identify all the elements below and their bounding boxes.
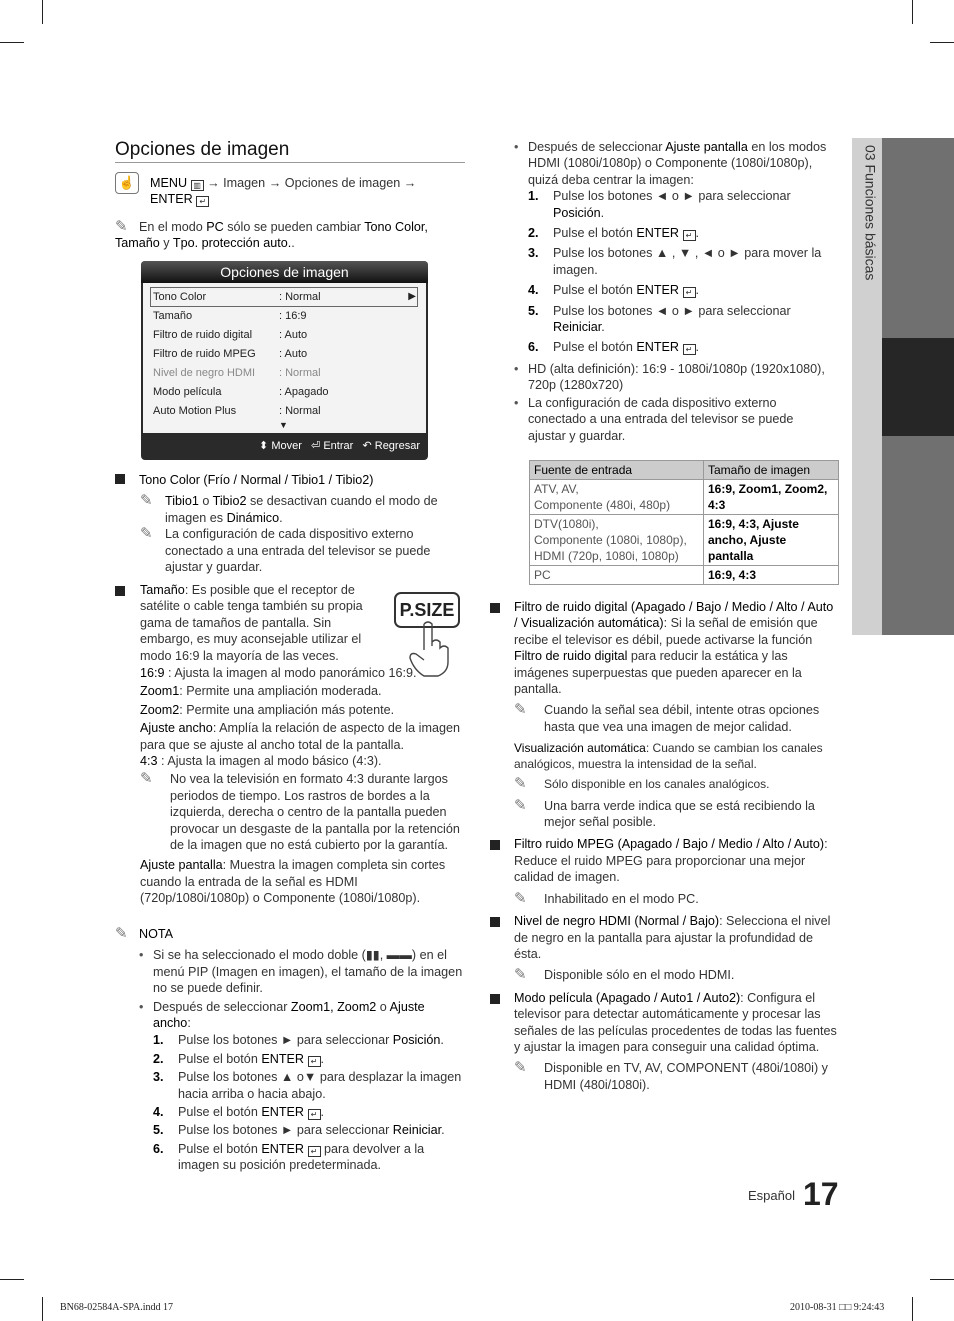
step-text: Pulse el botón — [553, 226, 637, 241]
osd-row[interactable] — [153, 404, 416, 418]
bullet-text: Después de seleccionar — [528, 140, 666, 154]
menu-icon: ▥ — [191, 180, 204, 191]
note-text: Disponible sólo en el modo HDMI. — [544, 968, 735, 983]
osd-row-value: : Apagado — [279, 386, 329, 398]
note-pencil-icon: ✎ — [514, 966, 527, 984]
note-text: Sólo disponible en los canales analógicos. — [544, 777, 770, 792]
step-item — [153, 1051, 465, 1067]
option-key: Ajuste ancho — [140, 721, 213, 736]
note-bold: Tpo. protección auto. — [172, 236, 292, 251]
step-bold: Reiniciar — [553, 320, 602, 335]
section-heading: Modo película (Apagado / Auto1 / Auto2) — [514, 990, 741, 1005]
page-title: Opciones de imagen — [115, 139, 290, 160]
bullet-bold: Zoom1, Zoom2 — [290, 999, 377, 1014]
table-row — [530, 515, 839, 566]
step-text: Pulse los botones ▲ o▼ para desplazar la imagen hacia arriba o hacia abajo. — [178, 1070, 462, 1101]
step-item — [153, 1122, 465, 1138]
step-item — [153, 1104, 465, 1120]
list-item — [514, 139, 834, 356]
step-text: . — [695, 226, 700, 241]
osd-move-label: Mover — [271, 440, 302, 452]
option-key: Ajuste pantalla — [140, 858, 223, 873]
step-bold: Posición — [553, 205, 601, 220]
section-text: : Selecciona el nivel de negro en la pantalla para ajustar la profundidad de ésta. — [514, 914, 831, 961]
osd-row-label: Tono Color — [153, 291, 207, 303]
note-pencil-icon: ✎ — [140, 770, 153, 788]
note-bold: Tamaño — [115, 236, 160, 251]
note-text: Una barra verde indica que se está recibiendo la mejor señal posible. — [544, 798, 815, 830]
option-desc: : Muestra la imagen completa sin cortes cuando la entrada de la señal es HDMI (720p/1080i/1080p) o Componente (1080i/1080p). — [140, 858, 446, 906]
print-slug-right: 2010-08-31 □□ 9:24:43 — [790, 1302, 885, 1313]
step-item — [153, 1069, 465, 1102]
step-item — [528, 225, 834, 241]
osd-row-value: : Auto — [279, 348, 308, 360]
enter-icon: ⏎ — [311, 440, 321, 452]
ajuste-pantalla-section — [514, 139, 834, 444]
step-text: Pulse el botón — [553, 340, 637, 355]
section-heading: Filtro ruido MPEG (Apagado / Bajo / Medio / Alto / Auto) — [514, 837, 825, 852]
step-bold: ENTER — [636, 283, 680, 298]
section-bold: Filtro de ruido digital — [514, 649, 628, 664]
note-pencil-icon: ✎ — [514, 701, 527, 719]
table-cell: PC — [530, 566, 704, 585]
list-item — [139, 999, 465, 1174]
crop-mark — [930, 42, 954, 43]
step-text: para devolver a la imagen su posición predeterminada. — [178, 1141, 425, 1173]
option-key: 16:9 — [140, 666, 165, 680]
osd-footer — [141, 433, 428, 460]
enter-icon: ↵ — [308, 1146, 321, 1157]
step-text: Pulse el botón — [178, 1051, 262, 1066]
option-desc: : Amplía la relación de aspecto de la imagen para que se ajuste al ancho total de la pantalla. — [140, 721, 460, 752]
bullet-text: : — [187, 1016, 191, 1031]
section-text: : Configura el televisor para detectar automáticamente y procesar las señales de las películas procedentes de todas las fuentes y ajustar la imagen para conseguir una calidad óptima. — [514, 990, 837, 1054]
option-desc: : Ajusta la imagen al modo básico (4:3). — [157, 754, 382, 769]
title-rule — [115, 162, 465, 163]
step-text: Pulse los botones ◄ o ► para seleccionar — [553, 189, 791, 204]
table-cell: 16:9, 4:3 — [704, 566, 839, 585]
tono-section — [115, 472, 465, 575]
note-bold: Tono Color, — [364, 220, 428, 234]
step-bold: Posición — [392, 1033, 441, 1048]
note-pencil-icon: ✎ — [115, 218, 128, 235]
step-item — [528, 339, 834, 355]
step-text: . — [600, 205, 605, 220]
crop-mark — [42, 0, 43, 24]
updown-icon: ⬍ — [259, 440, 269, 452]
osd-row-label: Auto Motion Plus — [153, 405, 237, 417]
step-number: 2. — [528, 226, 539, 241]
table-cell: DTV(1080i), Componente (1080i, 1080p), HDMI (720p, 1080i, 1080p) — [530, 515, 704, 566]
note-text: o — [198, 494, 213, 509]
note-pencil-icon: ✎ — [140, 492, 153, 510]
section-text: : Si la señal de emisión que recibe el televisor es débil, puede activarse la función — [514, 616, 818, 647]
list-item — [139, 947, 465, 996]
step-text: Pulse los botones ► para seleccionar — [178, 1033, 393, 1048]
osd-body — [143, 283, 426, 433]
arrow-right-icon: ▶ — [408, 291, 416, 302]
psize-button-icon: P.SIZE — [394, 592, 460, 628]
note-text: y — [159, 236, 173, 251]
size-table — [529, 460, 839, 585]
note-pencil-icon: ✎ — [140, 525, 153, 543]
page-number: 17 — [803, 1176, 839, 1212]
osd-row[interactable] — [153, 347, 416, 361]
osd-row-label: Filtro de ruido digital — [153, 329, 253, 341]
osd-row-value: : Auto — [279, 329, 308, 341]
note-pencil-icon: ✎ — [514, 796, 527, 814]
crop-mark — [912, 0, 913, 24]
table-header: Tamaño de imagen — [704, 461, 839, 480]
table-cell: ATV, AV, Componente (480i, 480p) — [530, 480, 704, 515]
step-number: 5. — [153, 1123, 164, 1138]
note-bold: Dinámico — [226, 510, 280, 525]
note-pencil-icon: ✎ — [514, 889, 527, 907]
enter-label: ENTER — [150, 192, 193, 207]
step-bold: Reiniciar — [392, 1123, 442, 1138]
tamano-section — [115, 582, 377, 664]
osd-menu — [141, 261, 428, 460]
option-key: Zoom1 — [140, 684, 180, 699]
section-text: para reducir la estática y las imágenes superpuestas que pueden aparecer en la pantalla. — [514, 649, 802, 697]
square-bullet-icon — [115, 474, 125, 484]
step-number: 3. — [528, 246, 539, 261]
step-bold: ENTER — [261, 1141, 305, 1156]
osd-row-label: Filtro de ruido MPEG — [153, 348, 256, 360]
crop-mark — [930, 1279, 954, 1280]
table-row — [530, 566, 839, 585]
osd-row-disabled — [153, 366, 416, 380]
step-number: 2. — [153, 1051, 164, 1066]
step-text: . — [320, 1051, 325, 1066]
option-desc: : Ajusta la imagen al modo panorámico 16:9. — [164, 666, 417, 680]
enter-icon: ↵ — [683, 344, 696, 355]
osd-return-label: Regresar — [374, 440, 420, 452]
osd-row[interactable] — [153, 309, 416, 323]
note-text: Inhabilitado en el modo PC. — [544, 891, 699, 906]
print-slug-left: BN68-02584A-SPA.indd 17 — [60, 1302, 173, 1313]
note-text: En el modo — [139, 220, 207, 234]
note-pencil-icon: ✎ — [514, 1059, 527, 1077]
step-text: . — [601, 320, 605, 335]
step-bold: ENTER — [636, 340, 680, 355]
step-bold: ENTER — [261, 1105, 305, 1120]
note-pencil-icon: ✎ — [115, 925, 128, 942]
menu-label: MENU — [150, 176, 188, 190]
osd-row-label: Nivel de negro HDMI — [153, 367, 256, 379]
step-text: . — [440, 1033, 444, 1048]
bullet-text: Después de seleccionar — [153, 999, 291, 1014]
step-text: Pulse los botones ▲ , ▼ , ◄ o ► para mover la imagen. — [553, 246, 822, 277]
section-heading: Nivel de negro HDMI (Normal / Bajo) — [514, 914, 720, 929]
note-text: La configuración de cada dispositivo externo conectado a una entrada del televisor se puede ajustar y guardar. — [165, 527, 431, 575]
section-text: : Cuando se cambian los canales analógicos, muestra la intensidad de la señal. — [514, 741, 823, 772]
page-language: Español — [748, 1188, 795, 1203]
step-text: Pulse los botones ► para seleccionar — [178, 1123, 393, 1138]
step-item — [528, 245, 834, 278]
crop-mark — [0, 42, 24, 43]
scroll-down-icon: ▼ — [279, 420, 288, 430]
step-number: 6. — [528, 340, 539, 355]
osd-enter-label: Entrar — [323, 440, 354, 452]
note-text: Cuando la señal sea débil, intente otras opciones hasta que vea una imagen de mejor calidad. — [544, 703, 820, 734]
side-tab-block-active — [882, 338, 954, 436]
bullet-text: HD (alta definición): 16:9 - 1080i/1080p (1920x1080), 720p (1280x720) — [528, 361, 825, 393]
side-tab-block — [882, 138, 954, 338]
osd-row-value: : Normal — [279, 367, 321, 379]
tono-heading: Tono Color (Frío / Normal / Tibio1 / Tibio2) — [139, 473, 374, 487]
step-number: 1. — [153, 1033, 164, 1048]
option-desc: : Permite una ampliación más potente. — [179, 702, 395, 717]
step-number: 4. — [153, 1105, 164, 1120]
step-number: 4. — [528, 283, 539, 298]
side-tab-block — [882, 436, 954, 635]
enter-icon: ↵ — [196, 196, 209, 207]
step-item — [153, 1032, 465, 1048]
square-bullet-icon — [490, 603, 500, 613]
table-cell: 16:9, 4:3, Ajuste ancho, Ajuste pantalla — [704, 515, 839, 566]
note-text: Disponible en TV, AV, COMPONENT (480i/1080i) y HDMI (480i/1080i). — [544, 1061, 828, 1092]
step-bold: ENTER — [636, 226, 680, 241]
note-bold: Tibio1 — [165, 494, 199, 509]
step-text: Pulse el botón — [178, 1141, 262, 1156]
filter-sections — [490, 599, 838, 1093]
step-item — [528, 303, 834, 336]
step-text: . — [441, 1123, 445, 1138]
note-text: se desactivan cuando el modo de imagen es — [165, 494, 438, 525]
bullet-text: Si se ha seleccionado el modo doble (▮▮, ▬▬) en el menú PIP (Imagen en imagen), el tamaño de la imagen no se puede definir. — [153, 948, 463, 996]
tamano-options — [140, 665, 466, 907]
note-text: No vea la televisión en formato 4:3 durante largos periodos de tiempo. Los rastros de bordes a la izquierda, derecha o centro de la pantalla pueden provocar un desgaste de la pantalla por la retención de la imagen que no está cubierto por la garantía. — [170, 772, 460, 853]
square-bullet-icon — [490, 917, 500, 927]
step-number: 6. — [153, 1141, 164, 1156]
step-text: . — [320, 1105, 325, 1120]
osd-row[interactable] — [153, 385, 416, 399]
square-bullet-icon — [490, 994, 500, 1004]
square-bullet-icon — [115, 586, 125, 596]
step-item — [528, 282, 834, 298]
menu-path-text: → Imagen → Opciones de imagen → — [203, 176, 417, 190]
bullet-bold: Ajuste ancho — [153, 999, 425, 1031]
osd-row-value: : 16:9 — [279, 310, 307, 322]
osd-row[interactable] — [153, 328, 416, 342]
note-text: . — [279, 510, 283, 525]
option-desc: : Permite una ampliación moderada. — [179, 684, 382, 699]
pc-note — [115, 219, 465, 252]
note-text: . — [291, 236, 295, 251]
list-item — [514, 361, 834, 394]
list-item — [514, 395, 834, 444]
osd-title: Opciones de imagen — [141, 261, 428, 283]
square-bullet-icon — [490, 840, 500, 850]
step-text: . — [695, 283, 700, 298]
option-key: Zoom2 — [140, 702, 180, 717]
osd-row-value: : Normal — [279, 291, 321, 303]
note-pencil-icon: ✎ — [514, 775, 527, 793]
remote-hand-icon: ☝ — [115, 172, 139, 194]
osd-row-value: : Normal — [279, 405, 321, 417]
bullet-bold: Ajuste pantalla — [665, 140, 748, 154]
step-item — [528, 188, 834, 221]
menu-path — [150, 175, 460, 208]
table-cell: 16:9, Zoom1, Zoom2, 4:3 — [704, 480, 839, 515]
note-bold: Tibio2 — [212, 494, 247, 509]
option-key: 4:3 — [140, 754, 158, 769]
nota-section — [115, 926, 465, 1174]
note-text: sólo se pueden cambiar — [223, 220, 365, 234]
table-header: Fuente de entrada — [530, 461, 704, 480]
section-bold: Visualización automática — [514, 741, 646, 756]
step-number: 3. — [153, 1070, 164, 1085]
osd-row[interactable] — [153, 290, 416, 304]
crop-mark — [0, 1279, 24, 1280]
step-item — [153, 1141, 465, 1174]
enter-icon: ↵ — [308, 1056, 321, 1067]
step-text: . — [695, 340, 700, 355]
enter-icon: ↵ — [308, 1109, 321, 1120]
bullet-text: La configuración de cada dispositivo externo conectado a una entrada del televisor se puede ajustar y guardar. — [528, 395, 794, 443]
step-number: 1. — [528, 189, 539, 204]
section-text: : Reduce el ruido MPEG para proporcionar una mejor calidad de imagen. — [514, 837, 828, 885]
step-text: Pulse el botón — [553, 283, 637, 298]
osd-row-label: Modo película — [153, 386, 222, 398]
note-bold: PC — [206, 220, 224, 234]
tamano-text: : Es posible que el receptor de satélite o cable tenga también su propia gama de tamaños de pantalla. Sin embargo, es muy aconsejable utilizar el modo 16:9 la mayoría de las veces. — [140, 583, 363, 663]
bullet-text: en los modos HDMI (1080i/1080p) o Componente (1080i/1080p), quizá deba centrar la imagen: — [528, 140, 827, 187]
section-heading: Filtro de ruido digital (Apagado / Bajo / Medio / Alto / Auto / Visualización automática) — [514, 600, 834, 631]
step-bold: ENTER — [261, 1051, 305, 1066]
step-text: Pulse los botones ◄ o ► para seleccionar — [553, 303, 791, 318]
step-number: 5. — [528, 303, 539, 318]
crop-mark — [912, 1297, 913, 1321]
crop-mark — [42, 1297, 43, 1321]
table-row — [530, 480, 839, 515]
bullet-text: o — [376, 999, 390, 1014]
osd-row-label: Tamaño — [153, 310, 193, 322]
chapter-label: 03 Funciones básicas — [862, 145, 879, 281]
step-text: Pulse el botón — [178, 1105, 262, 1120]
nota-label: NOTA — [139, 927, 174, 941]
tamano-heading: Tamaño — [140, 583, 185, 597]
return-icon: ↶ — [362, 440, 372, 452]
enter-icon: ↵ — [683, 230, 696, 241]
enter-icon: ↵ — [683, 287, 696, 298]
